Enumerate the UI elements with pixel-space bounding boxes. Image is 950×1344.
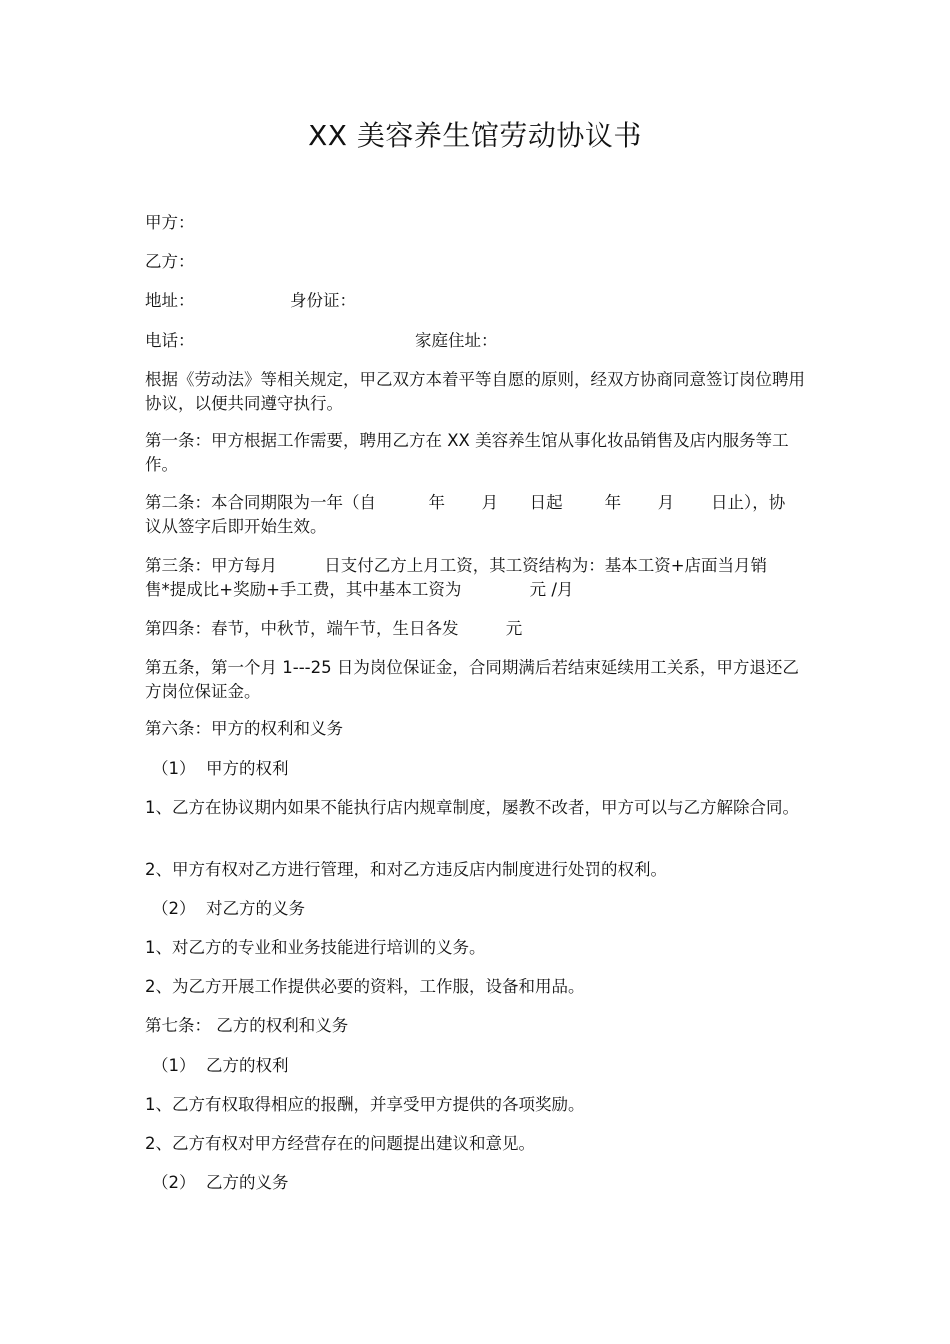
article-6-section-1-item-2: 2、甲方有权对乙方进行管理，和对乙方违反店内制度进行处罚的权利。	[145, 860, 667, 879]
party-a-field: 甲方：	[145, 213, 195, 232]
intro-paragraph: 根据《劳动法》等相关规定，甲乙双方本着平等自愿的原则，经双方协商同意签订岗位聘用协议，以便共同遵守执行。	[145, 370, 805, 413]
article-7-section-2: （2） 乙方的义务	[152, 1173, 289, 1192]
address-field: 地址：	[145, 291, 195, 310]
home-address-field: 家庭住址：	[415, 331, 498, 350]
article-6-section-1-item-1: 1、乙方在协议期内如果不能执行店内规章制度，屡教不改者，甲方可以与乙方解除合同。	[145, 798, 799, 817]
article-1: 第一条：甲方根据工作需要，聘用乙方在 XX 美容养生馆从事化妆品销售及店内服务等工作。	[145, 431, 789, 474]
phone-field: 电话：	[145, 331, 195, 350]
article-6-section-2: （2） 对乙方的义务	[152, 899, 305, 918]
article-6-section-2-item-2: 2、为乙方开展工作提供必要的资料，工作服，设备和用品。	[145, 977, 585, 996]
article-2-line-1: 第二条：本合同期限为一年（自 年 月 日起 年 月 日止），协	[145, 493, 786, 512]
article-3-line-1: 第三条：甲方每月 日支付乙方上月工资，其工资结构为：基本工资+店面当月销	[145, 556, 768, 575]
article-7-heading: 第七条： 乙方的权利和义务	[145, 1016, 349, 1035]
article-5: 第五条，第一个月 1---25 日为岗位保证金，合同期满后若结束延续用工关系，甲方退还乙方岗位保证金。	[145, 658, 799, 701]
id-card-field: 身份证：	[290, 291, 356, 310]
document-title: XX 美容养生馆劳动协议书	[308, 119, 642, 152]
article-4: 第四条：春节，中秋节，端午节，生日各发 元	[145, 619, 523, 638]
party-b-field: 乙方：	[145, 252, 195, 271]
article-7-section-1-item-1: 1、乙方有权取得相应的报酬，并享受甲方提供的各项奖励。	[145, 1095, 585, 1114]
article-7-section-1-item-2: 2、乙方有权对甲方经营存在的问题提出建议和意见。	[145, 1134, 535, 1153]
article-6-section-2-item-1: 1、对乙方的专业和业务技能进行培训的义务。	[145, 938, 486, 957]
article-6-section-1: （1） 甲方的权利	[152, 759, 289, 778]
article-6-heading: 第六条：甲方的权利和义务	[145, 719, 343, 738]
article-7-section-1: （1） 乙方的权利	[152, 1056, 289, 1075]
article-2-line-2: 议从签字后即开始生效。	[145, 517, 327, 536]
article-3-line-2: 售*提成比+奖励+手工费，其中基本工资为 元 /月	[145, 580, 574, 599]
